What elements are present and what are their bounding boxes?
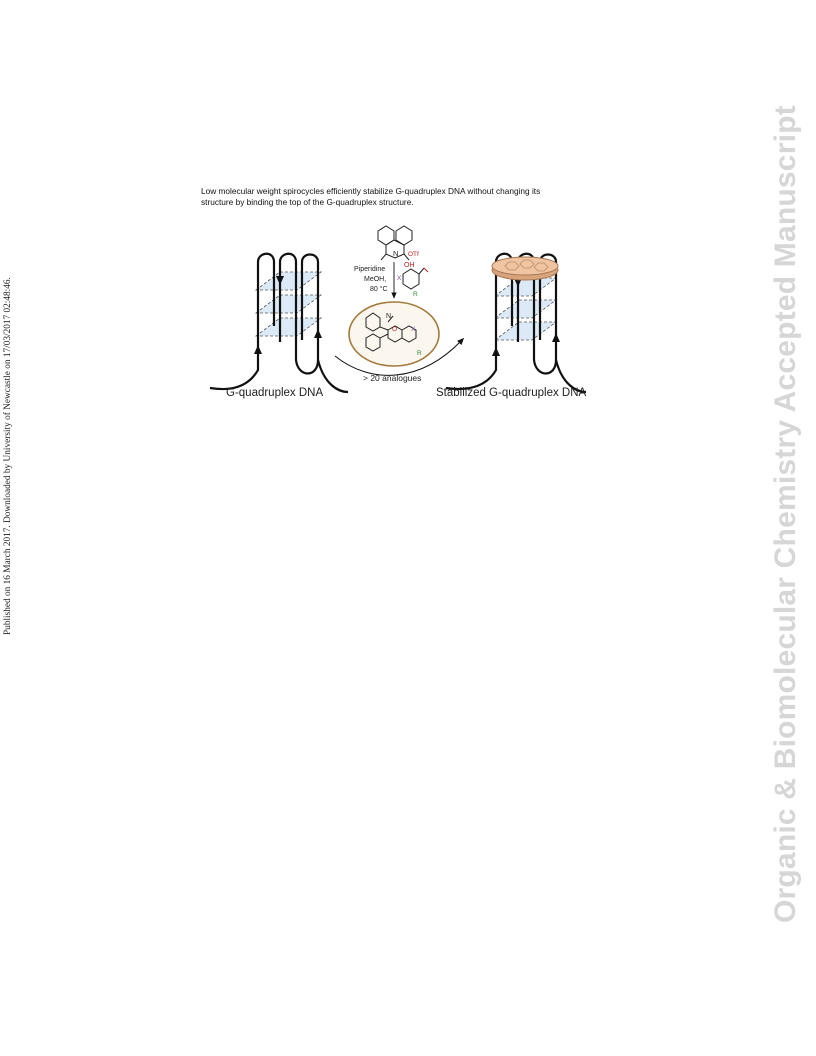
g-quadruplex-right [446, 254, 586, 392]
reagent-temperature: 80 °C [370, 286, 388, 293]
g-tetrad-plane [256, 318, 321, 336]
journal-watermark: Organic & Biomolecular Chemistry Accepted Manuscript [769, 105, 802, 923]
atom-x-label: X [397, 275, 402, 282]
g-quadruplex-label: G-quadruplex DNA [226, 387, 324, 399]
g-tetrad-plane [256, 272, 321, 290]
analogues-label: > 20 analogues [363, 373, 422, 383]
g-quadruplex-left [210, 254, 348, 392]
reaction-scheme [335, 226, 462, 383]
atom-n-label: N [393, 249, 399, 258]
product-atom-o: O [392, 326, 398, 333]
atom-otf-label: OTf [408, 251, 419, 258]
reagent-methanol: MeOH, [364, 276, 387, 283]
product-ellipse [349, 302, 439, 366]
g-tetrad-plane [495, 322, 556, 340]
caption-line-2: structure by binding the top of the G-quadruplex structure. [201, 197, 414, 207]
product-atom-n: N [386, 313, 392, 320]
publication-sidebar-text: Published on 16 March 2017. Downloaded by University of Newcastle on 17/03/2017 02:48:46. [3, 277, 13, 635]
g-tetrad-plane [256, 295, 321, 313]
g-tetrad-plane [495, 300, 556, 318]
reagent-piperidine: Piperidine [354, 266, 386, 273]
stabilized-g-quadruplex-label: Stabilized G-quadruplex DNA [436, 387, 587, 399]
salicylaldehyde-structure [403, 268, 428, 289]
bound-ligand-disc [492, 257, 558, 280]
atom-r-label: R [413, 291, 418, 298]
atom-oh-label: OH [404, 262, 415, 269]
product-atom-x: X [411, 326, 416, 333]
g-tetrad-plane [495, 278, 556, 296]
product-atom-r: R [417, 350, 422, 357]
caption-line-1: Low molecular weight spirocycles efficiently stabilize G-quadruplex DNA without changing its [201, 186, 541, 196]
